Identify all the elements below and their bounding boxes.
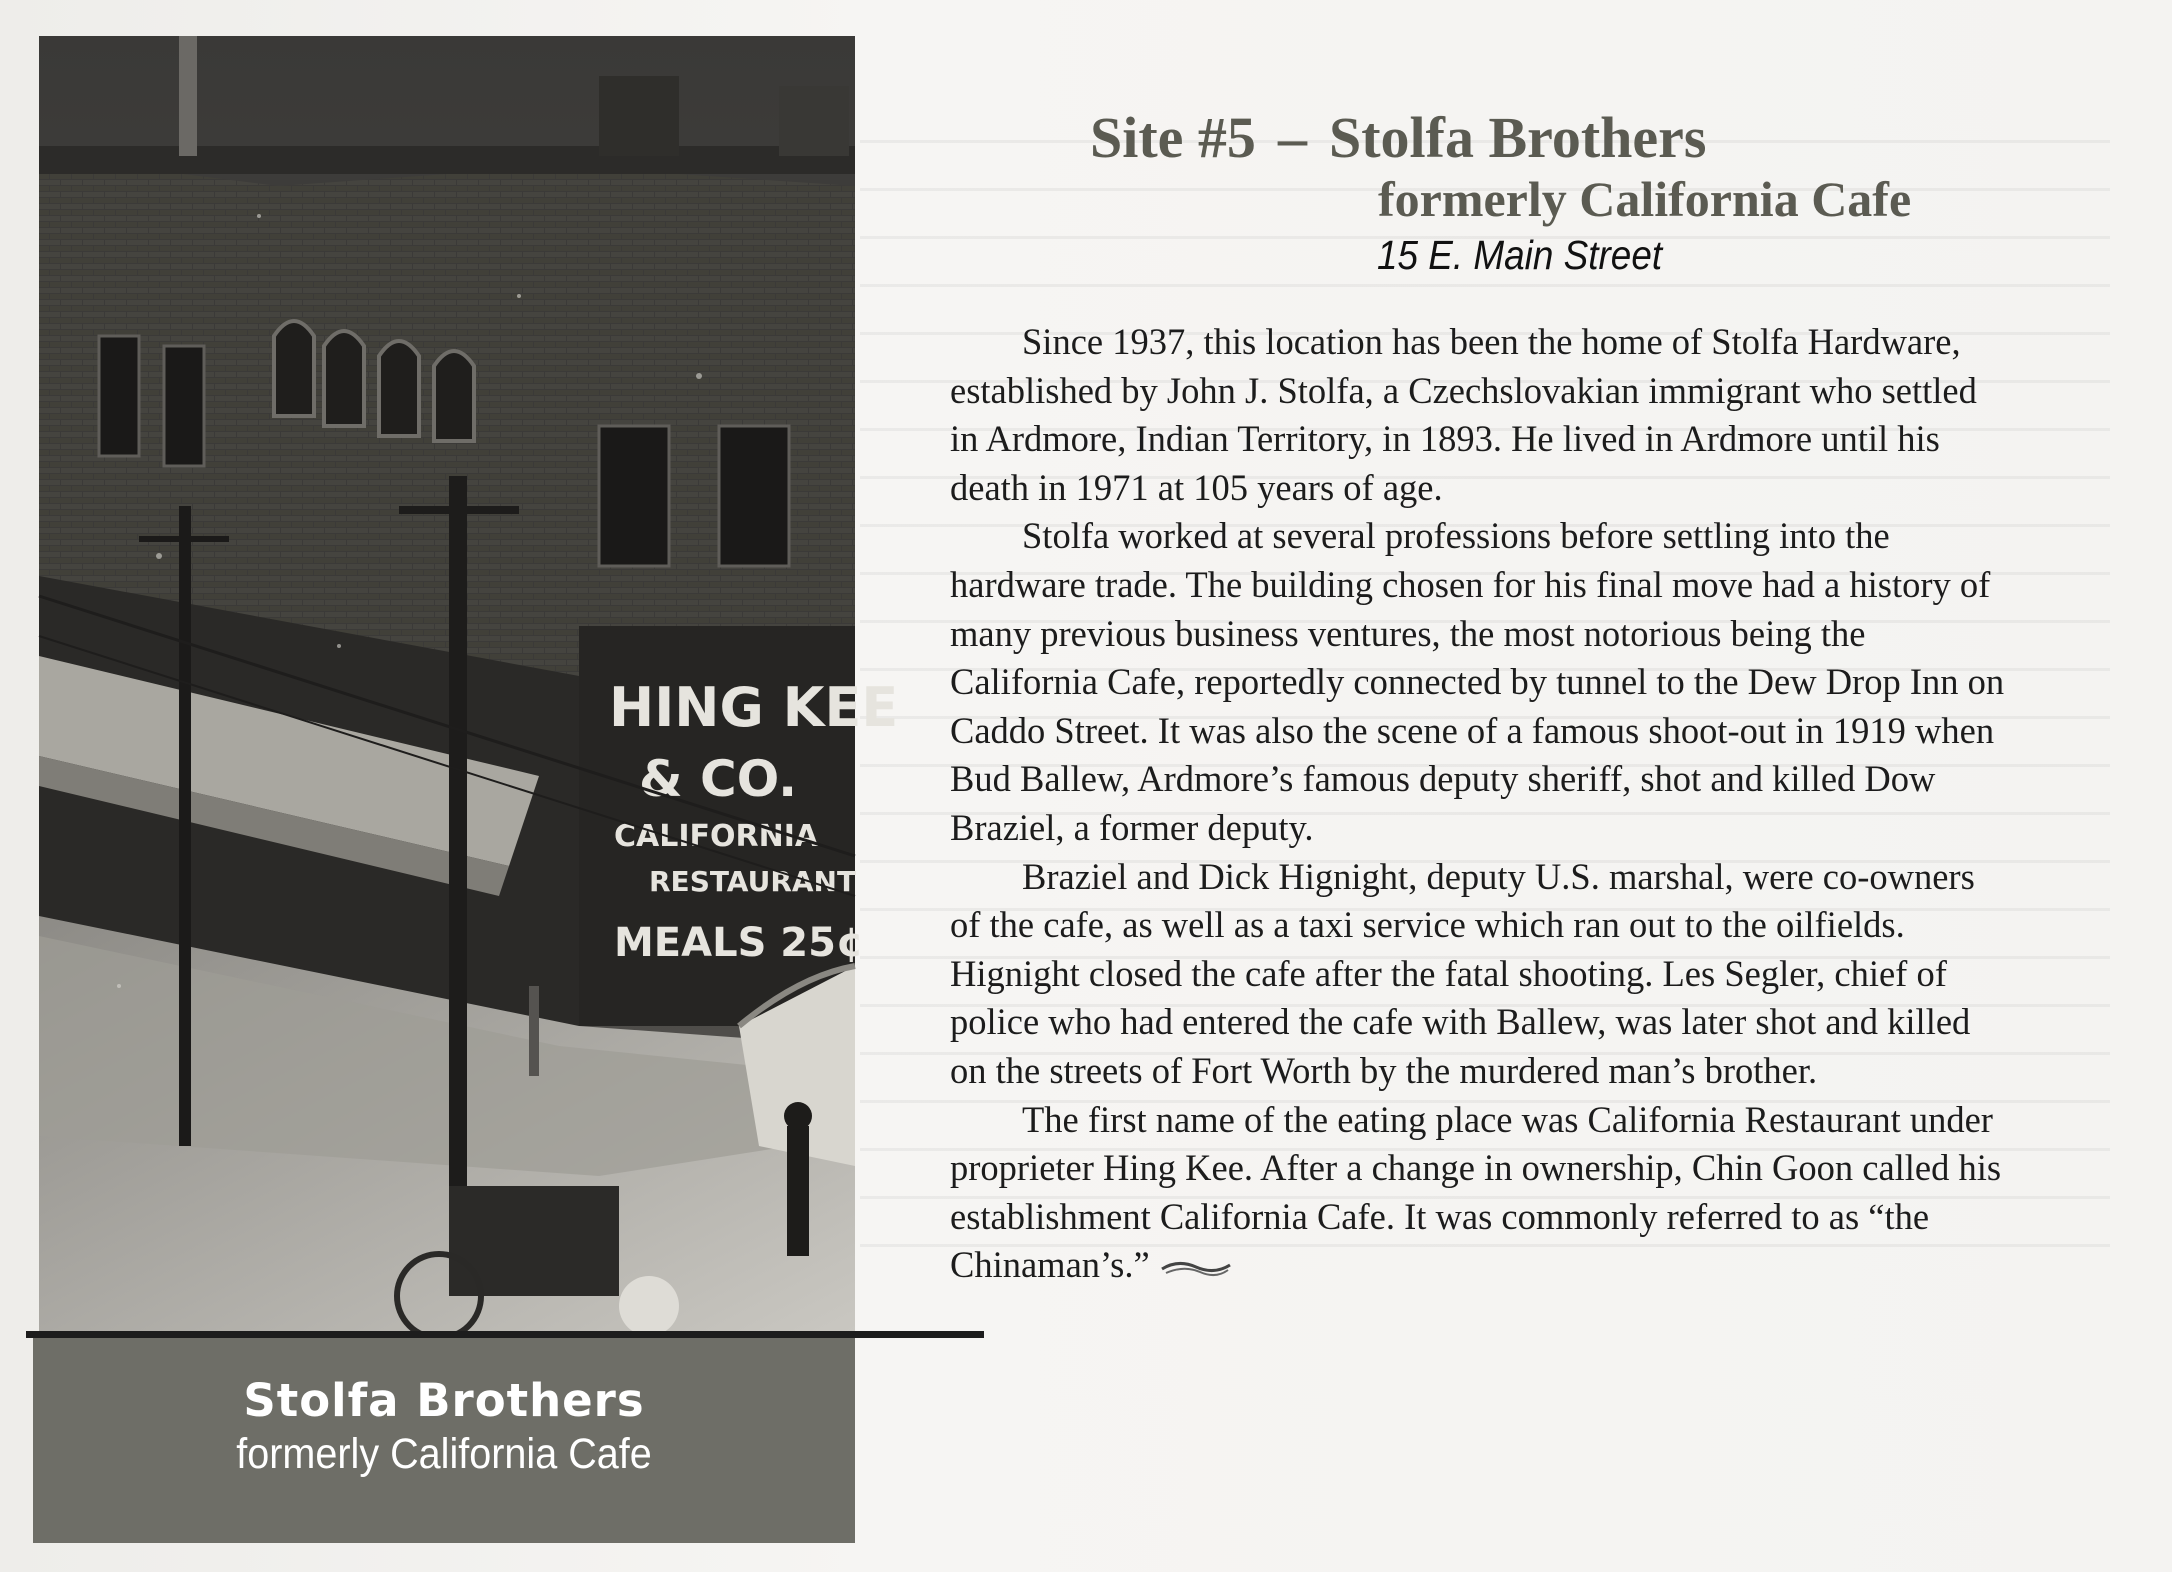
flourish-end-icon xyxy=(1160,1255,1232,1281)
paragraph-4 xyxy=(950,1096,2010,1290)
article-body xyxy=(950,318,2010,1290)
street-address: 15 E. Main Street xyxy=(1377,232,1663,278)
sign-text-co: & CO. xyxy=(639,750,798,808)
sign-text-restaurant: RESTAURANT xyxy=(649,865,857,898)
photo-illustration xyxy=(39,36,899,1332)
sign-text-meals: MEALS 25¢ xyxy=(614,920,864,966)
caption-title: Stolfa Brothers xyxy=(243,1374,645,1427)
caption-subtitle: formerly California Cafe xyxy=(236,1430,652,1478)
sign-text-california: CALIFORNIA xyxy=(614,819,819,854)
site-number: Site #5 xyxy=(1090,105,1256,170)
sign-text-hing-kee: HING KEE xyxy=(609,676,899,739)
site-name: Stolfa Brothers xyxy=(1328,105,1707,170)
title-dash: – xyxy=(1277,105,1307,170)
paragraph-4-text: The first name of the eating place was California Restaurant under proprieter Hing Kee. After a change in ownership, Chin Goon called his establishment California Cafe. It was commonly referred to as “the Chinaman’s.” xyxy=(950,1098,2002,1286)
former-name: formerly California Cafe xyxy=(1378,171,1912,227)
site-title-line xyxy=(1090,104,1706,171)
historic-street-photo xyxy=(39,36,899,1332)
paragraph-3: Braziel and Dick Hignight, deputy U.S. marshal, were co-owners of the cafe, as well as a taxi service which ran out to the oilfields. Hignight closed the cafe after the fatal shooting. Les Segler, chief of police who had entered the cafe with Ballew, was later shot and killed on the streets of Fort Worth by the murdered man’s brother. xyxy=(950,855,1975,1091)
photo-caption xyxy=(33,1338,855,1543)
paragraph-1: Since 1937, this location has been the home of Stolfa Hardware, established by John J. Stolfa, a Czechslovakian immigrant who settled in Ardmore, Indian Territory, in 1893. He lived in Ardmore until his death in 1971 at 105 years of age. xyxy=(950,321,1977,508)
caption-divider-rule xyxy=(26,1331,984,1338)
paragraph-2: Stolfa worked at several professions before settling into the hardware trade. The building chosen for his final move had a history of many previous business ventures, the most notorious being the California Cafe, reportedly connected by tunnel to the Dew Drop Inn on Caddo Street. It was also the scene of a famous shoot-out in 1919 when Bud Ballew, Ardmore’s famous deputy sheriff, shot and killed Dow Braziel, a former deputy. xyxy=(950,515,2005,848)
